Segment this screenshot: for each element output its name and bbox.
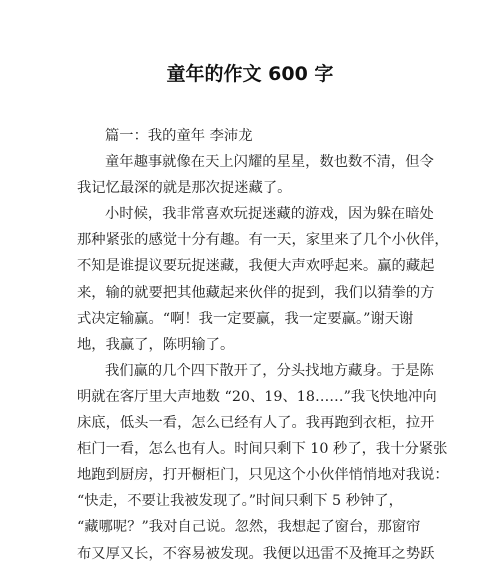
text-line: 式决定输赢。“啊！我一定要赢，我一定要赢。”谢天谢 xyxy=(77,310,414,327)
text-line: 我们赢的几个四下散开了，分头找地方藏身。于是陈 xyxy=(105,362,434,379)
text-line: 篇一：我的童年 李沛龙 xyxy=(105,128,253,144)
document-title: 童年的作文 600 字 xyxy=(166,63,334,85)
text-line: 布又厚又长，不容易被发现。我便以迅雷不及掩耳之势跃 xyxy=(77,545,435,562)
text-line: “快走，不要让我被发现了。”时间只剩下 5 秒钟了， xyxy=(77,493,403,510)
text-line: 小时候，我非常喜欢玩捉迷藏的游戏，因为躲在暗处 xyxy=(105,206,434,223)
text-line: 明就在客厅里大声地数 “20、19、18……”我飞快地冲向 xyxy=(77,388,437,405)
text-line: “藏哪呢？”我对自己说。忽然，我想起了窗台，那窗帘 xyxy=(77,519,421,536)
text-line: 柜门一看，怎么也有人。时间只剩下 10 秒了，我十分紧张 xyxy=(77,441,448,458)
text-line: 我记忆最深的就是那次捉迷藏了。 xyxy=(77,180,292,197)
text-line: 童年趣事就像在天上闪耀的星星，数也数不清，但令 xyxy=(105,154,434,171)
text-line: 不知是谁提议要玩捉迷藏，我便大声欢呼起来。赢的藏起 xyxy=(77,258,435,275)
text-line: 那种紧张的感觉十分有趣。有一天，家里来了几个小伙伴， xyxy=(77,232,449,249)
text-line: 地跑到厨房，打开橱柜门，只见这个小伙伴悄悄地对我说： xyxy=(77,467,449,484)
text-line: 来，输的就要把其他藏起来伙伴的捉到，我们以猜拳的方 xyxy=(77,284,435,301)
text-line: 床底，低头一看，怎么已经有人了。我再跑到衣柜，拉开 xyxy=(77,415,435,432)
text-line: 地，我赢了，陈明输了。 xyxy=(77,336,235,353)
document-body xyxy=(77,123,449,567)
